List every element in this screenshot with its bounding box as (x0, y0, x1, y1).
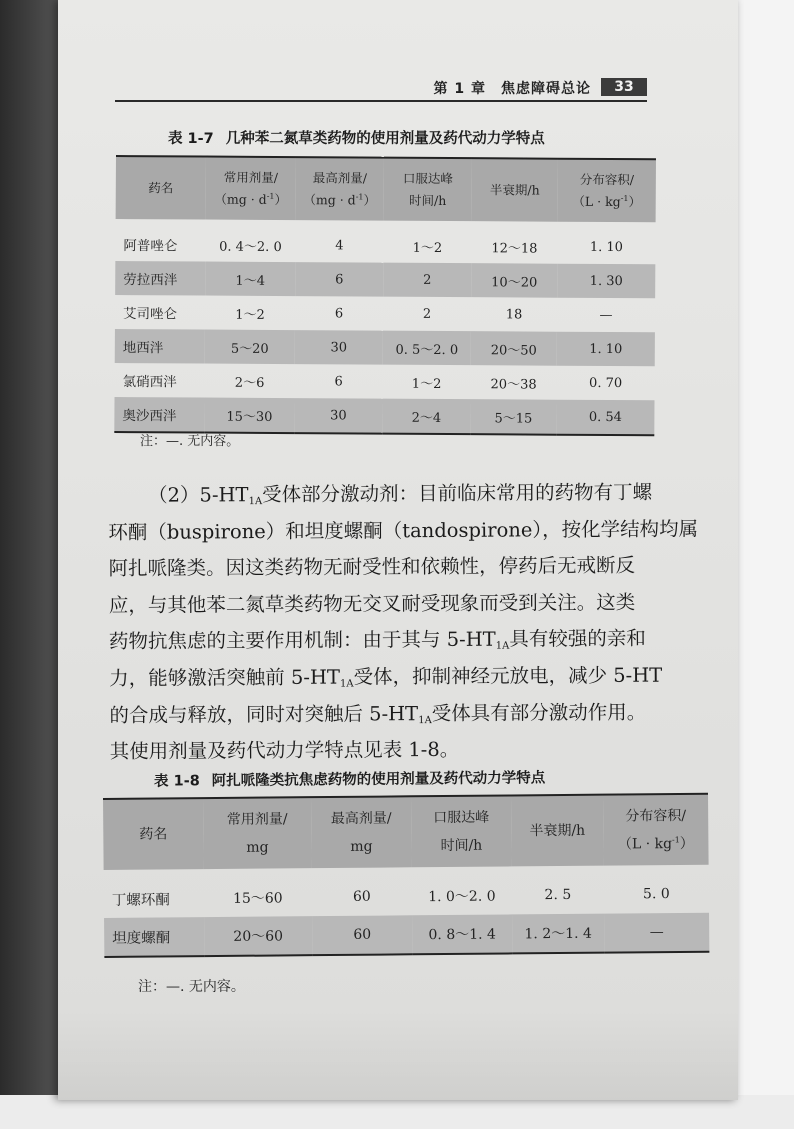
paragraph-line: 阿扎哌隆类。因这类药物无耐受性和依赖性，停药后无戒断反 (108, 553, 636, 581)
table-cell: 0. 4～2. 0 (219, 239, 282, 255)
table-2-header-cell: 半衰期/h (511, 795, 604, 867)
table-cell: 20～38 (490, 376, 537, 393)
table-cell: 30 (294, 398, 382, 434)
table-row (115, 261, 655, 298)
table-2 (103, 793, 709, 958)
table-1-caption (168, 127, 545, 148)
table-cell: 2. 5 (544, 886, 572, 904)
table-cell: 18 (505, 306, 523, 322)
table-cell: 0. 8～1. 4 (412, 914, 512, 954)
table-cell: 1. 0～2. 0 (428, 888, 496, 906)
table-cell: — (604, 913, 709, 953)
table-2-header-row (103, 794, 709, 870)
table-cell: 30 (295, 330, 383, 365)
table-cell: 1～4 (205, 262, 295, 297)
table-cell: 2～6 (234, 375, 265, 391)
table-cell: 1～2 (235, 307, 265, 323)
table-row (104, 875, 709, 918)
table-cell: 0. 70 (589, 375, 623, 391)
table-cell: 20～60 (204, 916, 312, 956)
background-left (0, 0, 60, 1129)
table-cell: 4 (335, 237, 344, 253)
table-cell: 0. 54 (556, 400, 654, 436)
page-header (115, 78, 647, 102)
table-cell: 1. 30 (557, 264, 655, 299)
table-cell: 60 (312, 915, 412, 955)
table-1-caption-number: 表 1-7 (168, 131, 214, 147)
table-2-header-cell: 最高剂量/ mg (311, 796, 412, 868)
paragraph-line: 环酮（buspirone）和坦度螺酮（tandospirone），按化学结构均属 (108, 516, 699, 544)
table-row (115, 295, 655, 332)
drug-name-cell: 奥沙西泮 (114, 397, 204, 433)
table-2-caption (154, 766, 545, 790)
background-right (735, 0, 794, 1129)
table-cell: 6 (334, 305, 344, 321)
table-cell: 5～15 (470, 399, 556, 435)
paragraph-line: 应，与其他苯二氮草类药物无交叉耐受现象而受到关注。这类 (108, 590, 636, 617)
paragraph-line: 其使用剂量及药代动力学特点见表 1-8。 (109, 738, 460, 764)
table-cell: 1. 10 (589, 239, 624, 255)
table-cell: 12～18 (491, 240, 538, 257)
table-cell: 1～2 (411, 376, 442, 392)
table-cell: 1～2 (412, 240, 443, 256)
table-cell: 2 (422, 306, 432, 322)
body-paragraph (108, 474, 699, 770)
drug-name-cell: 地西泮 (115, 329, 205, 364)
table-cell: 1. 2～1. 4 (512, 914, 604, 954)
table-row (115, 227, 655, 264)
table-cell: 2～4 (382, 399, 470, 435)
table-cell: 60 (352, 888, 371, 905)
chapter-title: 第 1 章 焦虑障碍总论 (433, 81, 591, 97)
paragraph-line: 的合成与释放，同时对突触后 $5-HT_{1A}$受体具有部分激动作用。 (109, 700, 647, 727)
page-shadow (58, 1010, 738, 1100)
drug-name-cell: 坦度螺酮 (104, 917, 204, 957)
table-cell: 1. 10 (557, 332, 655, 367)
table-cell: 0. 5～2. 0 (383, 331, 471, 366)
table-1-header-cell: 药名 (116, 156, 206, 220)
table-2-header-cell: 口服达峰 时间/h (411, 795, 512, 867)
paragraph-line: 药物抗焦虑的主要作用机制：由于其与 $5-HT_{1A}$具有较强的亲和 (108, 627, 646, 654)
table-cell: — (599, 307, 613, 323)
table-cell: 2 (383, 263, 471, 298)
table-cell: 10～20 (471, 263, 557, 298)
table-1 (114, 155, 656, 436)
table-2-header-cell: 分布容积/ $(L \cdot kg^{-1})$ (603, 794, 709, 866)
drug-name-cell: 丁螺环酮 (111, 891, 170, 909)
paragraph-line: 力，能够激活突触前 $5-HT_{1A}$受体，抑制神经元放电，减少 5-HT (109, 663, 663, 690)
table-cell: 20～50 (471, 331, 557, 366)
table-cell: 6 (295, 262, 383, 297)
table-1-header-row (116, 156, 656, 222)
drug-name-cell: 艾司唑仑 (122, 306, 178, 323)
table-cell: 15～60 (232, 890, 283, 907)
table-1-header-cell: 半衰期/h (472, 158, 558, 222)
table-cell: 5. 0 (642, 886, 670, 903)
table-2-header-cell: 药名 (103, 798, 204, 870)
background-bottom (0, 1095, 794, 1129)
drug-name-cell: 阿普唑仑 (123, 238, 178, 255)
table-row (115, 329, 655, 366)
table-2-caption-title: 阿扎哌隆类抗焦虑药物的使用剂量及药代动力学特点 (211, 770, 546, 790)
table-cell: 5～20 (205, 330, 295, 365)
table-1-header-cell: 常用剂量/ $(mg \cdot d^{-1})$ (206, 157, 296, 221)
table-2-caption-number: 表 1-8 (153, 773, 200, 790)
paragraph-line: $(2)5-HT_{1A}$受体部分激动剂：目前临床常用的药物有丁螺 (148, 480, 653, 508)
table-2-note: 注：—. 无内容。 (138, 979, 245, 995)
table-2-header-cell: 常用剂量/ mg (203, 797, 312, 869)
drug-name-cell: 劳拉西泮 (115, 261, 205, 296)
table-row (104, 913, 709, 957)
table-1-header-cell: 口服达峰 时间/h (384, 158, 472, 222)
table-1-header-cell: 分布容积/ $(L \cdot kg^{-1})$ (558, 159, 656, 223)
table-1-caption-title: 几种苯二氮草类药物的使用剂量及药代动力学特点 (225, 131, 545, 147)
table-1-header-cell: 最高剂量/ $(mg \cdot d^{-1})$ (296, 157, 384, 221)
table-cell: 15～30 (204, 398, 294, 434)
table-cell: 6 (334, 373, 343, 389)
page-number: 33 (601, 78, 647, 96)
table-row (115, 363, 655, 400)
drug-name-cell: 氯硝西泮 (122, 374, 177, 391)
table-1-note: 注：—. 无内容。 (140, 434, 240, 449)
